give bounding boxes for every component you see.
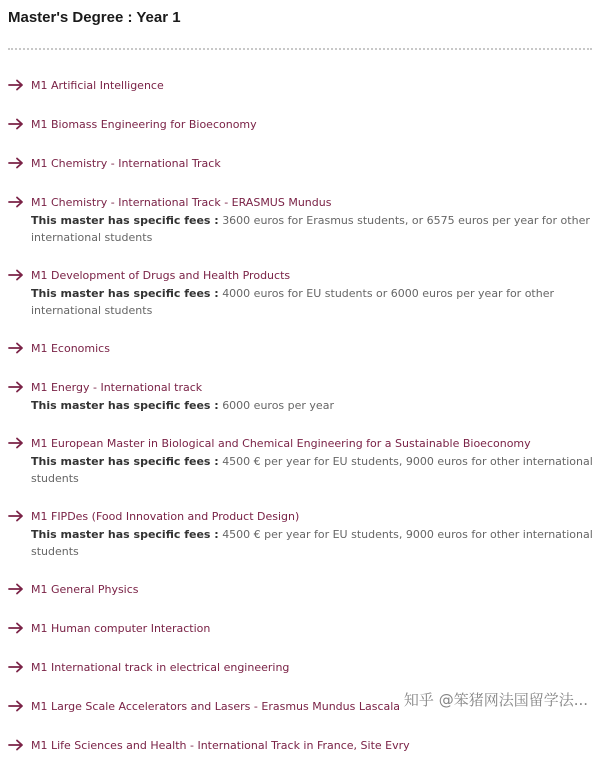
arrow-right-icon [8, 621, 24, 635]
arrow-right-icon [8, 195, 24, 209]
fee-label: This master has specific fees : [31, 214, 219, 227]
fee-label: This master has specific fees : [31, 399, 219, 412]
program-list-item [0, 659, 600, 677]
program-link[interactable]: M1 Chemistry - International Track - ERASMUS Mundus [31, 196, 332, 209]
program-list-item [0, 379, 600, 414]
fee-label: This master has specific fees : [31, 287, 219, 300]
program-list-item [0, 340, 600, 358]
arrow-right-icon [8, 380, 24, 394]
program-list-item [0, 267, 600, 319]
program-list-item [0, 194, 600, 246]
program-link[interactable]: M1 European Master in Biological and Chemical Engineering for a Sustainable Bioeconomy [31, 437, 531, 450]
arrow-right-icon [8, 509, 24, 523]
watermark: 知乎 @笨猪网法国留学法... [403, 691, 588, 709]
arrow-right-icon [8, 341, 24, 355]
program-link[interactable]: M1 Energy - International track [31, 381, 203, 394]
fee-amount: 3600 euros for Erasmus students, or 6575 euros per year for other international students [31, 214, 590, 244]
program-list-item [0, 116, 600, 134]
program-list-item [0, 620, 600, 638]
program-list-item [0, 737, 600, 755]
program-link[interactable]: M1 FIPDes (Food Innovation and Product Design) [31, 510, 300, 523]
program-link[interactable]: M1 Human computer Interaction [31, 622, 211, 635]
fee-label: This master has specific fees : [31, 528, 219, 541]
page-title: Master's Degree : Year 1 [8, 9, 181, 26]
fee-note [31, 453, 596, 487]
program-link[interactable]: M1 Biomass Engineering for Bioeconomy [31, 118, 257, 131]
program-list [0, 77, 600, 776]
program-list-item [0, 508, 600, 560]
program-list-item [0, 581, 600, 599]
fee-note [31, 526, 596, 560]
program-list-item [0, 77, 600, 95]
arrow-right-icon [8, 582, 24, 596]
fee-note [31, 397, 596, 414]
program-link[interactable]: M1 Life Sciences and Health - International Track in France, Site Evry [31, 739, 410, 752]
program-link[interactable]: M1 Economics [31, 342, 110, 355]
fee-amount: 4500 € per year for EU students, 9000 euros for other international students [31, 528, 593, 558]
arrow-right-icon [8, 436, 24, 450]
fee-amount: 6000 euros per year [222, 399, 334, 412]
arrow-right-icon [8, 738, 24, 752]
fee-note [31, 285, 596, 319]
fee-label: This master has specific fees : [31, 455, 219, 468]
program-list-item [0, 155, 600, 173]
arrow-right-icon [8, 699, 24, 713]
dotted-divider [8, 48, 592, 50]
program-link[interactable]: M1 Development of Drugs and Health Products [31, 269, 291, 282]
program-link[interactable]: M1 Artificial Intelligence [31, 79, 164, 92]
arrow-right-icon [8, 156, 24, 170]
program-link[interactable]: M1 Chemistry - International Track [31, 157, 221, 170]
arrow-right-icon [8, 117, 24, 131]
program-link[interactable]: M1 Large Scale Accelerators and Lasers - Erasmus Mundus Lascala [31, 700, 401, 713]
program-link[interactable]: M1 General Physics [31, 583, 139, 596]
fee-amount: 4500 € per year for EU students, 9000 euros for other international students [31, 455, 593, 485]
arrow-right-icon [8, 78, 24, 92]
fee-amount: 4000 euros for EU students or 6000 euros per year for other international students [31, 287, 555, 317]
fee-note [31, 212, 596, 246]
program-link[interactable]: M1 International track in electrical engineering [31, 661, 290, 674]
program-list-item [0, 435, 600, 487]
arrow-right-icon [8, 660, 24, 674]
arrow-right-icon [8, 268, 24, 282]
